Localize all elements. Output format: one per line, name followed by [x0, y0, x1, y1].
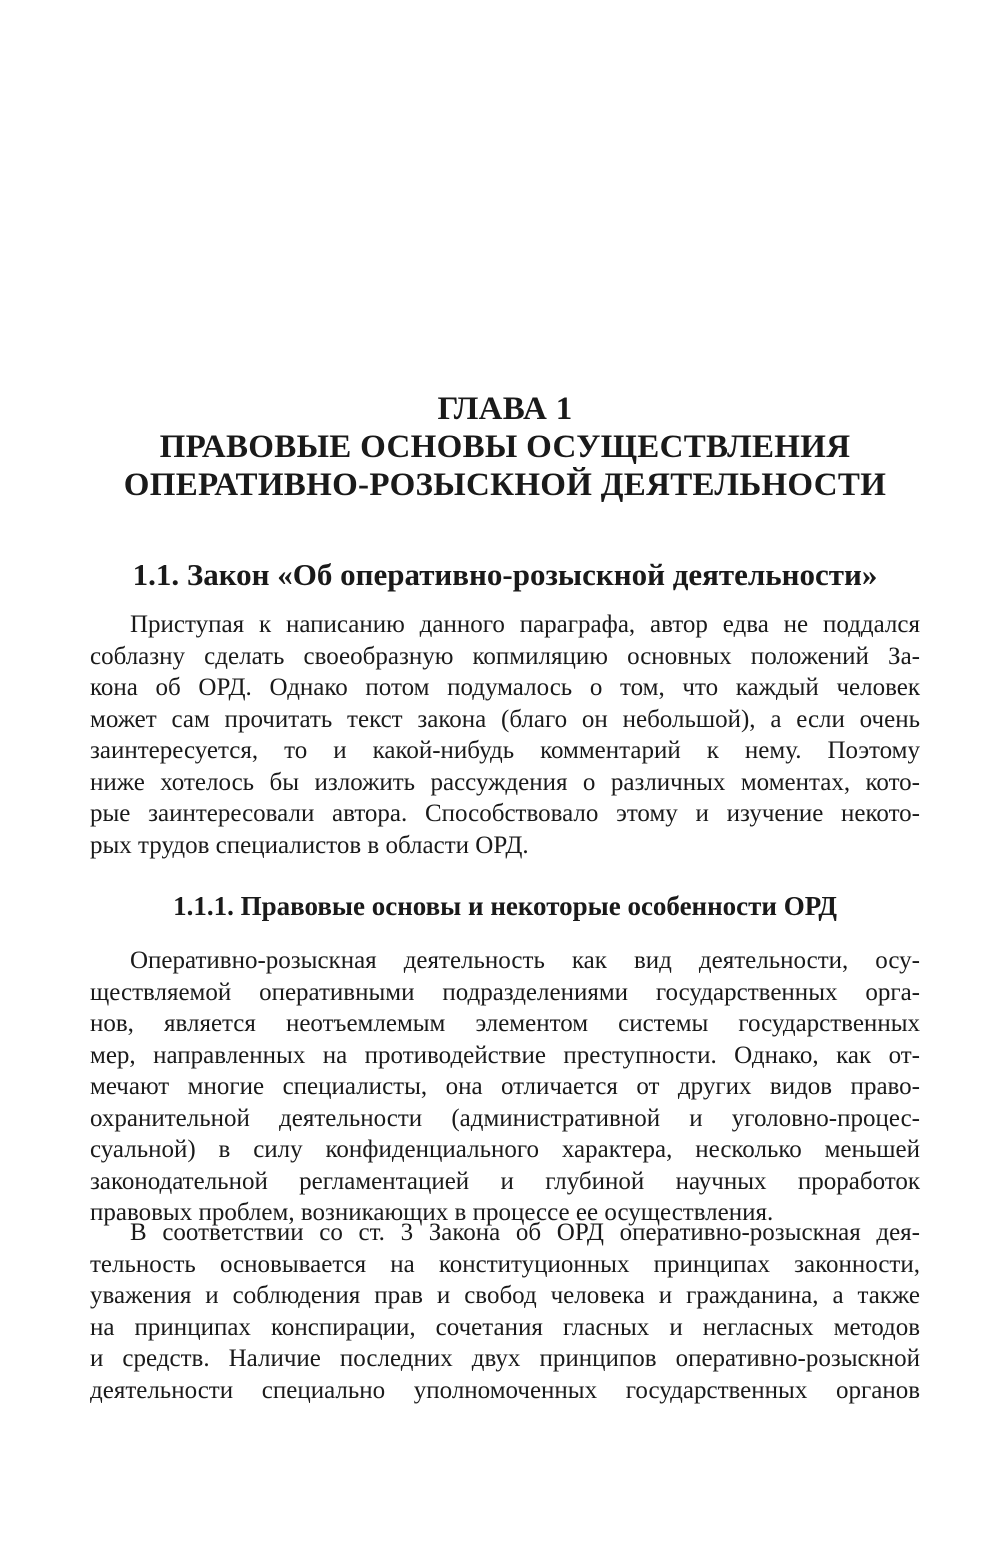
text-line: рых трудов специалистов в области ОРД.	[90, 831, 529, 859]
text-line: на принципах конспирации, сочетания гласных и негласных методов	[90, 1313, 920, 1341]
section-1-1-1-paragraph-1	[90, 945, 920, 1229]
chapter-title-line-2: ОПЕРАТИВНО-РОЗЫСКНОЙ ДЕЯТЕЛЬНОСТИ	[123, 467, 887, 503]
chapter-number: ГЛАВА 1	[437, 391, 573, 427]
text-line: и средств. Наличие последних двух принципов оперативно-розыскной	[90, 1345, 920, 1372]
chapter-title-line-1: ПРАВОВЫЕ ОСНОВЫ ОСУЩЕСТВЛЕНИЯ	[159, 429, 851, 465]
text-line: кона об ОРД. Однако потом подумалось о том, что каждый человек	[90, 674, 920, 701]
text-line: уважения и соблюдения прав и свобод человека и гражданина, а также	[90, 1282, 920, 1309]
text-line: мер, направленных на противодействие преступности. Однако, как от-	[90, 1041, 920, 1069]
book-page	[90, 0, 920, 1546]
text-line: Оперативно-розыскная деятельность как вид деятельности, осу-	[130, 947, 920, 974]
text-line: рые заинтересовали автора. Способствовало этому и изучение некото-	[90, 800, 920, 827]
text-line: охранительной деятельности (административной и уголовно-процес-	[90, 1104, 920, 1132]
text-line: заинтересуется, то и какой-нибудь комментарий к нему. Поэтому	[90, 737, 920, 764]
text-line: В соответствии со ст. 3 Закона об ОРД оперативно-розыскная дея-	[130, 1219, 920, 1246]
text-line: тельность основывается на конституционных принципах законности,	[90, 1250, 920, 1278]
text-line: нов, является неотъемлемым элементом системы государственных	[90, 1010, 920, 1037]
section-1-1-1-paragraph-2	[90, 1217, 920, 1406]
text-line: суальной) в силу конфиденциального характера, несколько меньшей	[90, 1136, 920, 1163]
text-line: ниже хотелось бы изложить рассуждения о различных моментах, кото-	[90, 768, 920, 796]
text-line: Приступая к написанию данного параграфа, автор едва не поддался	[130, 611, 920, 638]
text-line: может сам прочитать текст закона (благо он небольшой), а если очень	[90, 705, 920, 733]
chapter-heading	[90, 390, 920, 504]
section-1-1-title: 1.1. Закон «Об оперативно-розыскной деятельности»	[132, 557, 878, 592]
text-line: ществляемой оперативными подразделениями государственных орга-	[90, 978, 920, 1006]
text-line: деятельности специально уполномоченных государственных органов	[90, 1376, 920, 1404]
text-line: правовых проблем, возникающих в процессе ее осуществления.	[90, 1199, 774, 1226]
section-1-1-paragraph	[90, 609, 920, 861]
text-line: законодательной регламентацией и глубиной научных проработок	[90, 1167, 920, 1195]
section-1-1-1-title: 1.1.1. Правовые основы и некоторые особенности ОРД	[173, 891, 837, 921]
text-line: соблазну сделать своеобразную копмиляцию основных положений За-	[90, 642, 920, 670]
text-line: мечают многие специалисты, она отличается от других видов право-	[90, 1073, 920, 1100]
